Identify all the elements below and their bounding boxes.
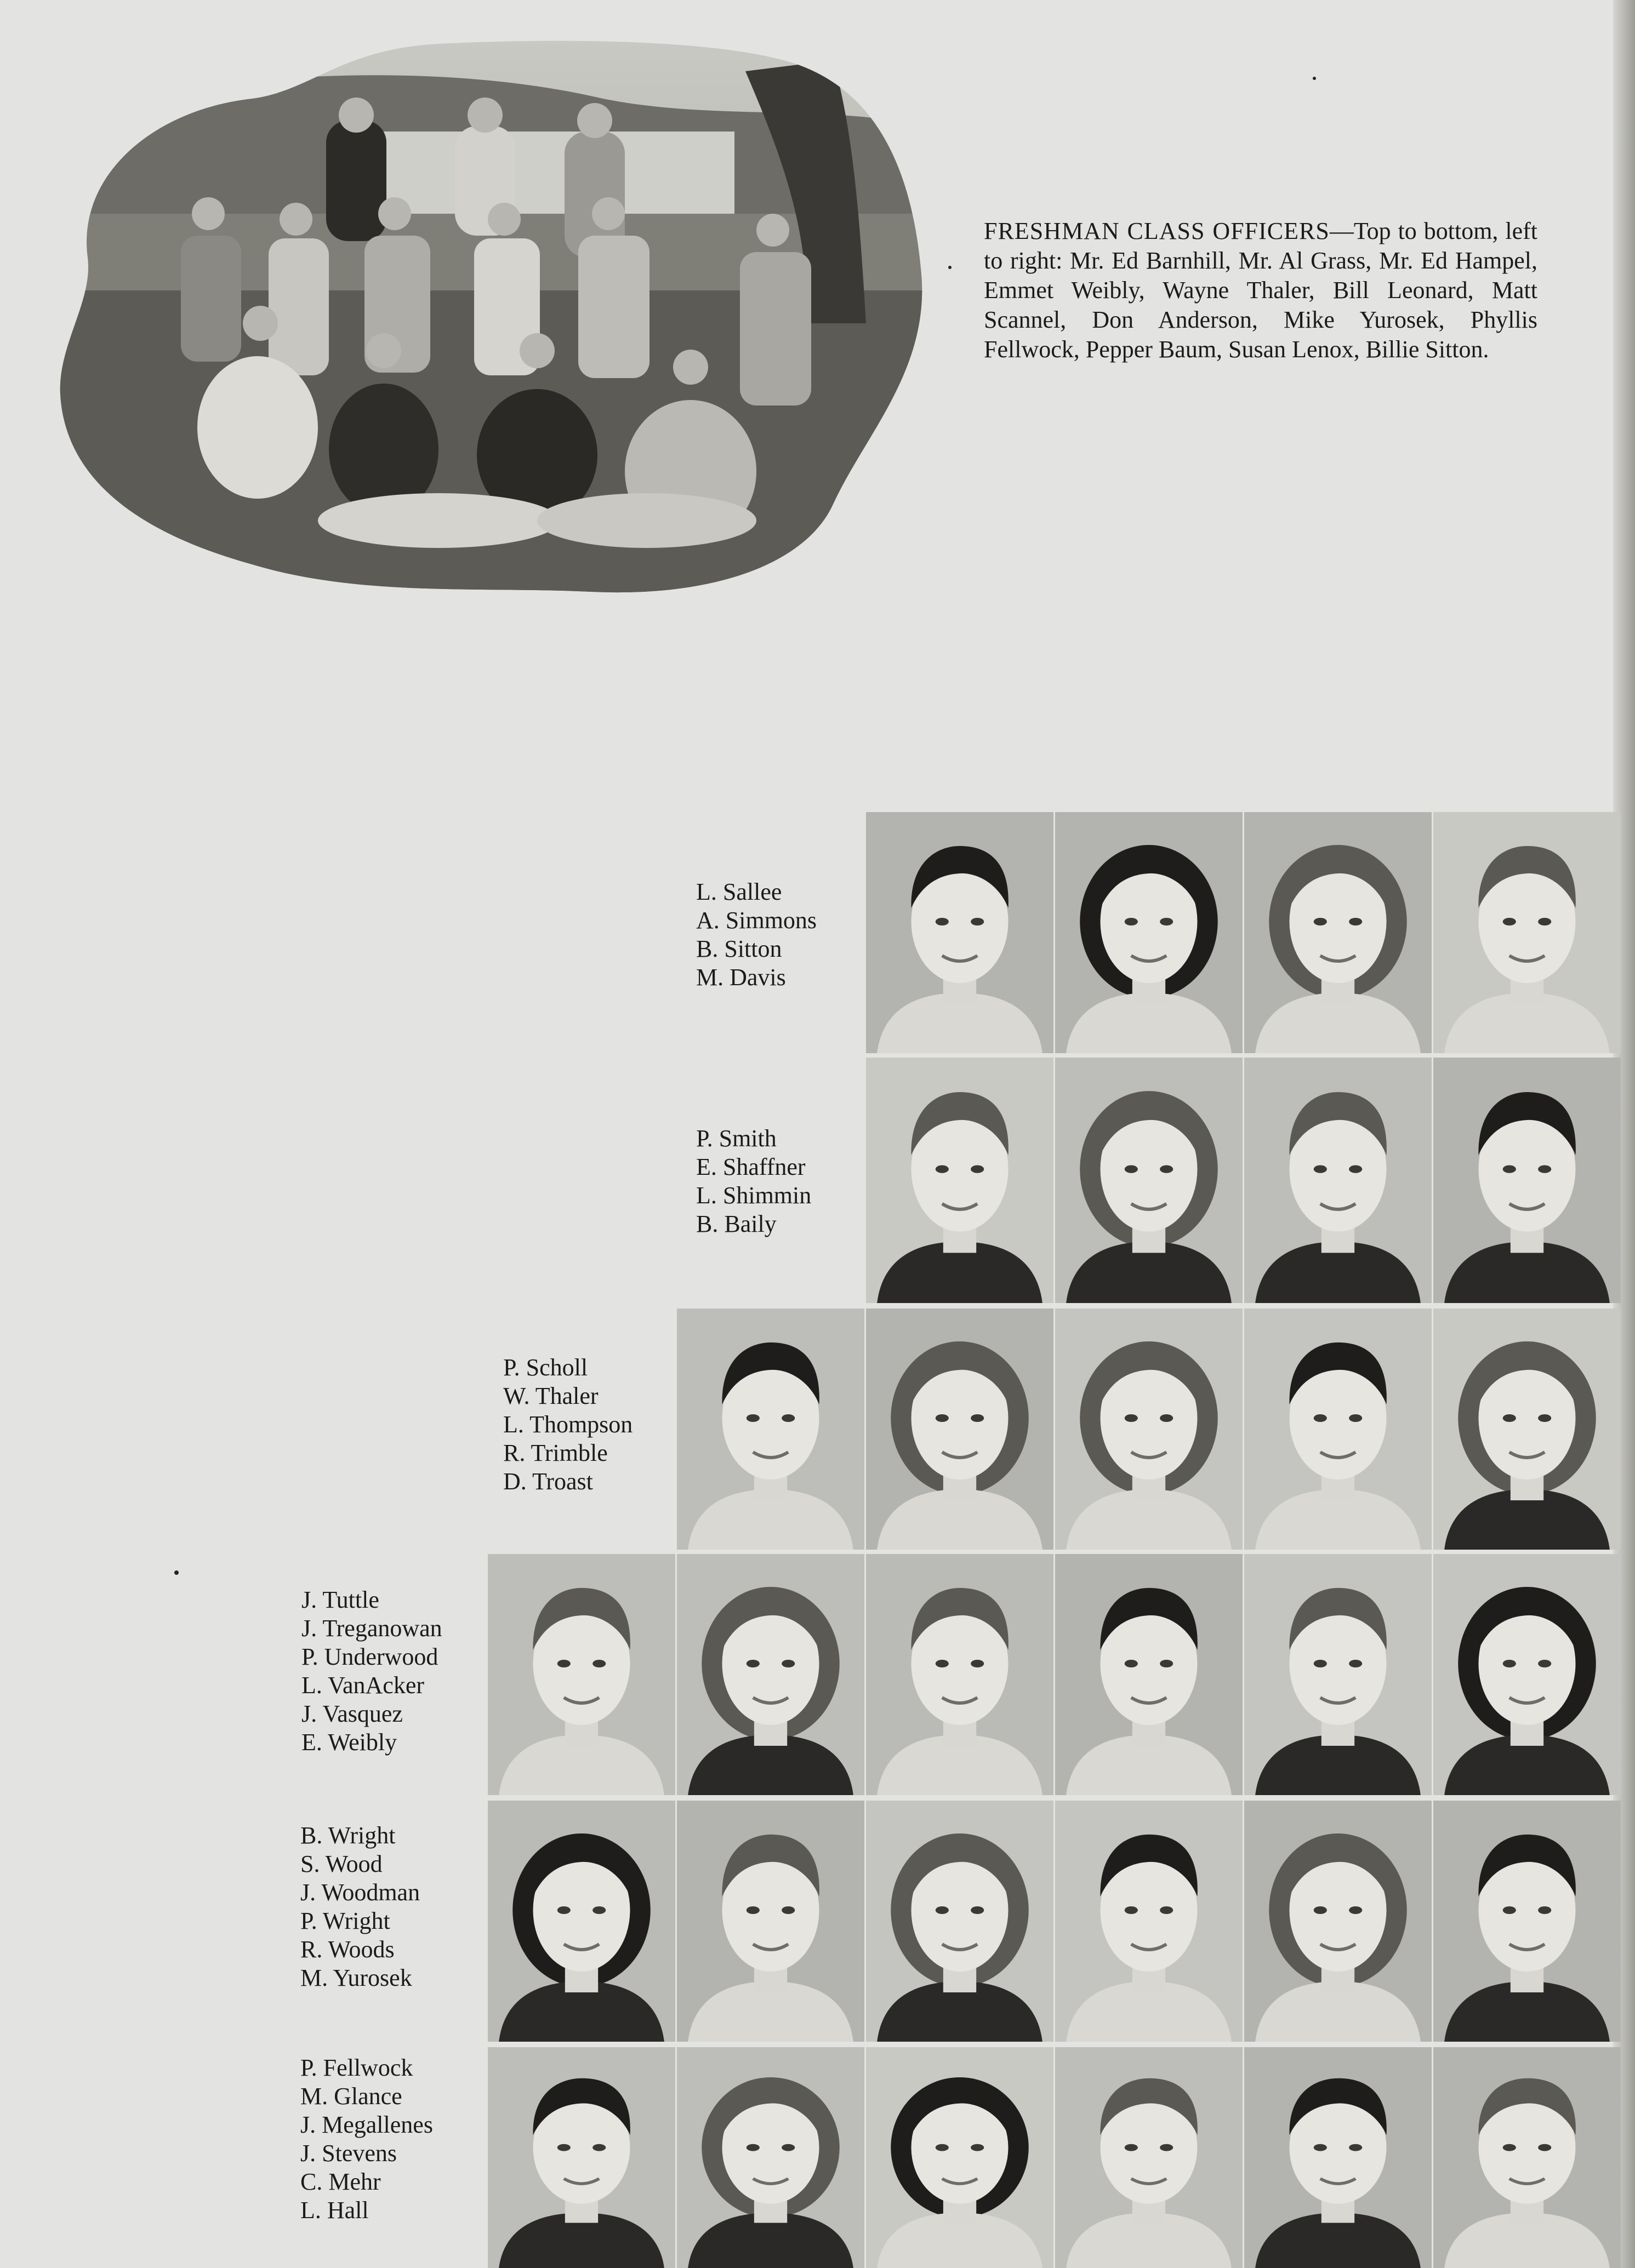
- student-name: D. Troast: [503, 1468, 593, 1495]
- student-portrait: [1244, 1801, 1432, 2042]
- student-name: P. Underwood: [301, 1643, 438, 1670]
- student-portrait: [1244, 2047, 1432, 2268]
- student-portrait: [1055, 1309, 1243, 1550]
- student-name: B. Wright: [300, 1822, 396, 1849]
- student-name: L. Shimmin: [696, 1182, 812, 1209]
- name-list-row-4: [301, 1586, 442, 1757]
- print-speck: [948, 266, 952, 269]
- student-portrait: [1433, 1309, 1621, 1550]
- officers-caption: [984, 216, 1537, 364]
- officers-group-photo: [55, 38, 926, 603]
- student-name: J. Vasquez: [301, 1700, 403, 1727]
- student-name: P. Smith: [696, 1125, 777, 1152]
- student-portrait: [488, 1801, 675, 2042]
- student-portrait: [866, 1801, 1053, 2042]
- student-name: P. Fellwock: [300, 2054, 413, 2081]
- student-name: L. VanAcker: [301, 1672, 424, 1699]
- student-portrait: [1055, 812, 1243, 1053]
- student-name: M. Davis: [696, 964, 786, 991]
- student-name: L. Hall: [300, 2197, 369, 2224]
- student-portrait: [866, 812, 1053, 1053]
- student-portrait: [866, 1309, 1053, 1550]
- student-name: M. Glance: [300, 2083, 402, 2110]
- student-portrait: [677, 1309, 864, 1550]
- student-portrait: [677, 1554, 864, 1795]
- name-list-row-3: [503, 1353, 633, 1496]
- student-name: L. Sallee: [696, 878, 782, 905]
- student-portrait: [1433, 2047, 1621, 2268]
- student-portrait: [1244, 1554, 1432, 1795]
- student-name: J. Tuttle: [301, 1586, 379, 1613]
- student-portrait: [677, 2047, 864, 2268]
- student-name: L. Thompson: [503, 1411, 633, 1438]
- print-speck: [1313, 77, 1316, 80]
- student-portrait: [488, 2047, 675, 2268]
- student-portrait: [1244, 812, 1432, 1053]
- student-portrait: [1055, 1554, 1243, 1795]
- student-portrait: [1244, 1058, 1432, 1303]
- student-portrait: [488, 1554, 675, 1795]
- caption-text: —Top to bottom, left to right: Mr. Ed Barnhill, Mr. Al Grass, Mr. Ed Hampel, Emmet Weibly, Wayne Thaler, Bill Leonard, Matt Scannel, Don Anderson, Mike Yurosek, Phyllis Fellwock, Pepper Baum, Susan Lenox, Billie Sitton.: [984, 218, 1537, 363]
- student-name: J. Stevens: [300, 2140, 397, 2167]
- student-name: J. Treganowan: [301, 1615, 442, 1642]
- student-portrait: [1433, 1801, 1621, 2042]
- student-name: M. Yurosek: [300, 1964, 412, 1991]
- student-name: R. Trimble: [503, 1439, 608, 1466]
- student-portrait: [1055, 2047, 1243, 2268]
- print-speck: [174, 1570, 179, 1575]
- student-name: W. Thaler: [503, 1382, 599, 1409]
- student-portrait: [866, 1554, 1053, 1795]
- student-name: B. Baily: [696, 1210, 777, 1237]
- student-name: E. Shaffner: [696, 1153, 806, 1180]
- student-name: J. Megallenes: [300, 2111, 433, 2138]
- student-portrait: [1244, 1309, 1432, 1550]
- student-name: C. Mehr: [300, 2168, 381, 2195]
- student-portrait: [866, 1058, 1053, 1303]
- student-portrait: [1055, 1801, 1243, 2042]
- student-name: A. Simmons: [696, 907, 817, 934]
- student-portrait: [1433, 1058, 1621, 1303]
- name-list-row-2: [696, 1124, 811, 1238]
- student-portrait: [677, 1801, 864, 2042]
- caption-heading: FRESHMAN CLASS OFFICERS: [984, 218, 1330, 244]
- student-portrait: [866, 2047, 1053, 2268]
- student-name: P. Scholl: [503, 1354, 588, 1381]
- student-portrait: [1433, 812, 1621, 1053]
- name-list-row-5: [300, 1821, 420, 1992]
- student-portrait: [1433, 1554, 1621, 1795]
- name-list-row-6: [300, 2054, 433, 2225]
- student-name: R. Woods: [300, 1936, 395, 1963]
- student-name: S. Wood: [300, 1850, 383, 1877]
- student-name: J. Woodman: [300, 1879, 420, 1906]
- student-portrait: [1055, 1058, 1243, 1303]
- name-list-row-1: [696, 878, 817, 992]
- student-name: E. Weibly: [301, 1729, 397, 1756]
- student-name: P. Wright: [300, 1907, 390, 1934]
- student-name: B. Sitton: [696, 935, 782, 962]
